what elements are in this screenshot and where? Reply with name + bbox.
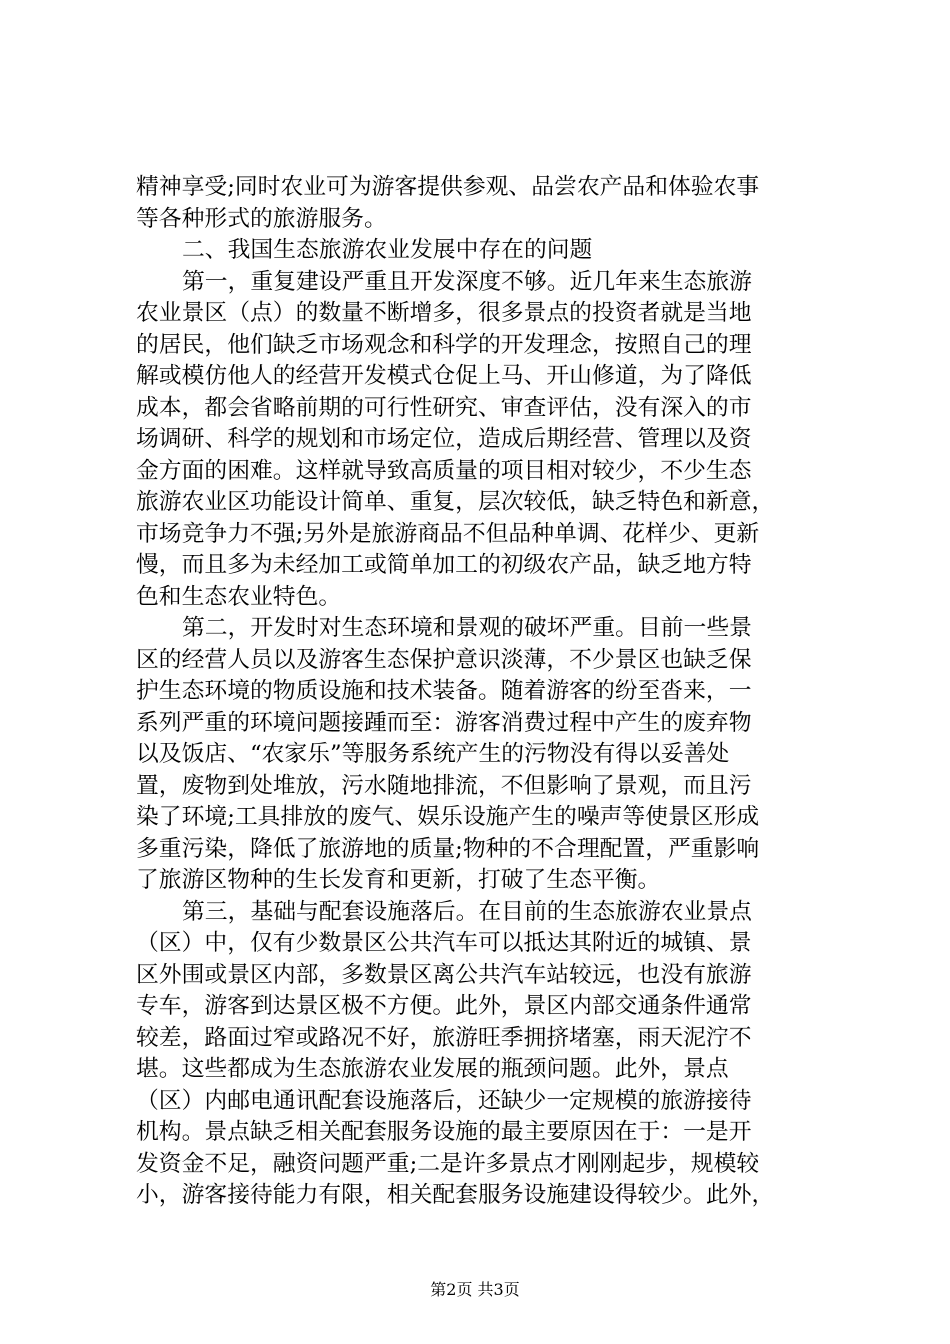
text-line: 二、我国生态旅游农业发展中存在的问题: [182, 237, 593, 263]
text-line: 小，游客接待能力有限，相关配套服务设施建设得较少。此外，: [136, 1182, 775, 1208]
text-line: 系列严重的环境问题接踵而至：游客消费过程中产生的废弃物: [136, 709, 752, 736]
text-line: 解或模仿他人的经营开发模式仓促上马、开山修道，为了降低: [136, 363, 752, 389]
text-line: 机构。景点缺乏相关配套服务设施的最主要原因在于：一是开: [136, 1119, 752, 1145]
text-line: 精神享受;同时农业可为游客提供参观、品尝农产品和体验农事: [136, 174, 760, 200]
text-line: 以及饭店、“农家乐”等服务系统产生的污物没有得以妥善处: [136, 741, 730, 767]
text-line: 市场竞争力不强;另外是旅游商品不但品种单调、花样少、更新: [136, 520, 760, 547]
text-line: 堪。这些都成为生态旅游农业发展的瓶颈问题。此外，景点: [136, 1056, 729, 1082]
text-line: （区）中，仅有少数景区公共汽车可以抵达其附近的城镇、景: [136, 930, 752, 956]
text-line: 区外围或景区内部，多数景区离公共汽车站较远，也没有旅游: [136, 961, 752, 988]
text-line: 旅游农业区功能设计简单、重复，层次较低，缺乏特色和新意，: [136, 489, 775, 515]
text-line: 护生态环境的物质设施和技术装备。随着游客的纷至沓来，一: [136, 678, 752, 704]
text-line: （区）内邮电通讯配套设施落后，还缺少一定规模的旅游接待: [136, 1087, 752, 1114]
text-line: 专车，游客到达景区极不方便。此外，景区内部交通条件通常: [136, 993, 752, 1019]
text-line: 金方面的困难。这样就导致高质量的项目相对较少，不少生态: [136, 457, 752, 484]
text-line: 多重污染，降低了旅游地的质量;物种的不合理配置，严重影响: [136, 835, 760, 862]
text-line: 慢，而且多为未经加工或简单加工的初级农产品，缺乏地方特: [136, 552, 752, 578]
text-line: 区的经营人员以及游客生态保护意识淡薄，不少景区也缺乏保: [136, 646, 752, 673]
text-line: 染了环境;工具排放的废气、娱乐设施产生的噪声等使景区形成: [136, 804, 760, 830]
text-line: 第三，基础与配套设施落后。在目前的生态旅游农业景点: [182, 898, 752, 925]
document-body: [136, 172, 826, 1212]
text-line: 较差，路面过窄或路况不好，旅游旺季拥挤堵塞，雨天泥泞不: [136, 1024, 752, 1051]
page-footer: 第2页 共3页: [430, 1280, 520, 1299]
text-line: 农业景区（点）的数量不断增多，很多景点的投资者就是当地: [136, 300, 752, 326]
text-line: 第二，开发时对生态环境和景观的破坏严重。目前一些景: [182, 615, 752, 641]
text-line: 的居民，他们缺乏市场观念和科学的开发理念，按照自己的理: [136, 331, 752, 358]
text-line: 发资金不足，融资问题严重;二是许多景点才刚刚起步，规模较: [136, 1150, 760, 1177]
text-line: 第一，重复建设严重且开发深度不够。近几年来生态旅游: [182, 268, 752, 295]
text-line: 等各种形式的旅游服务。: [136, 205, 387, 232]
text-line: 成本，都会省略前期的可行性研究、审查评估，没有深入的市: [136, 394, 752, 421]
text-line: 场调研、科学的规划和市场定位，造成后期经营、管理以及资: [136, 426, 752, 452]
text-line: 色和生态农业特色。: [136, 583, 342, 610]
text-line: 了旅游区物种的生长发育和更新，打破了生态平衡。: [136, 867, 661, 893]
text-line: 置，废物到处堆放，污水随地排流，不但影响了景观，而且污: [136, 772, 752, 799]
